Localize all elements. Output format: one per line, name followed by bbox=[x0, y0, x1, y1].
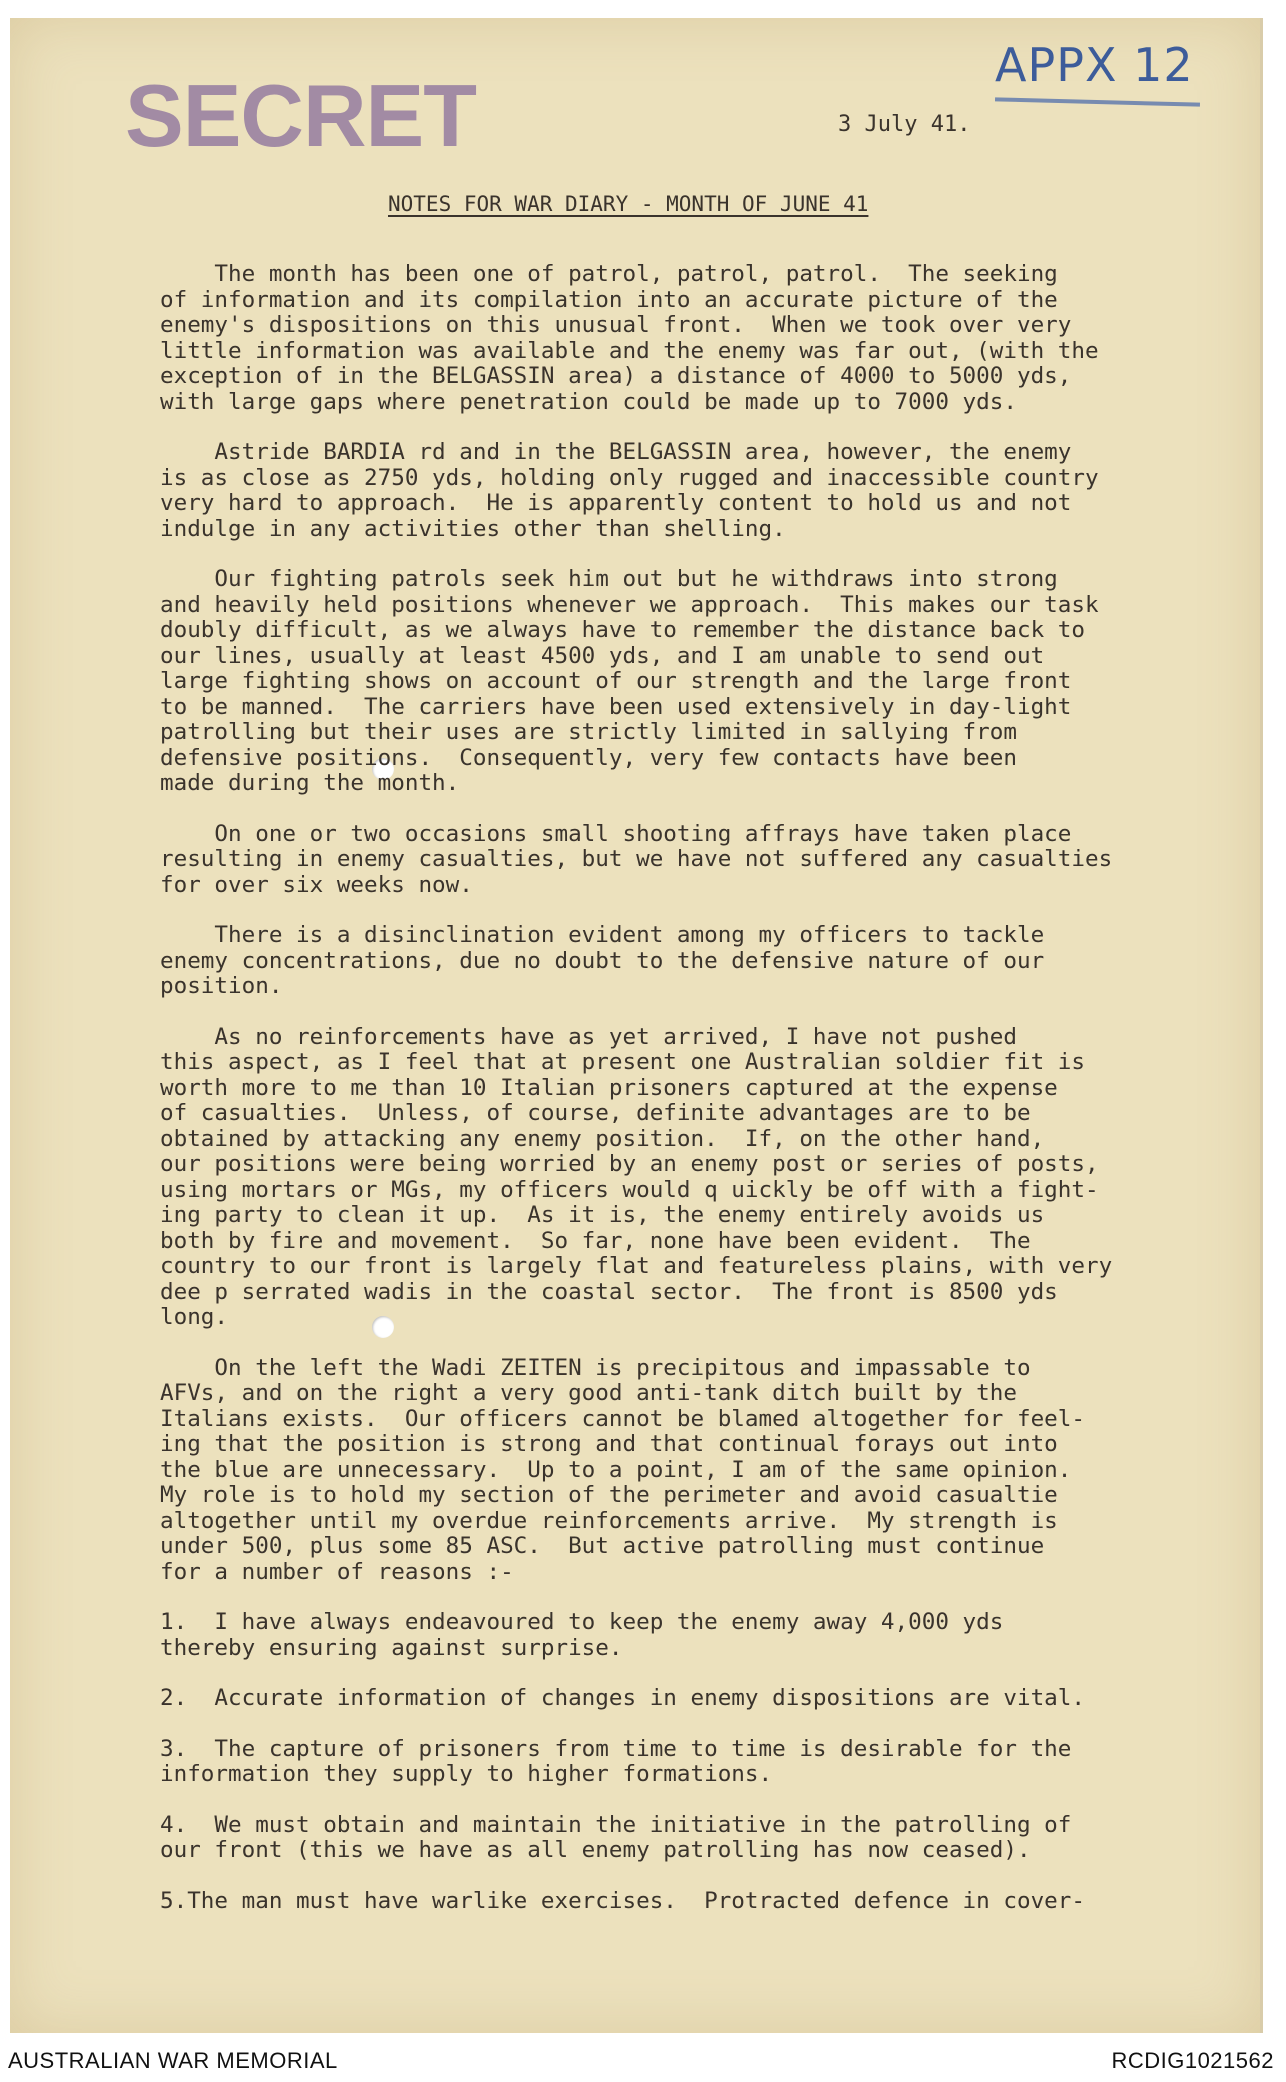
text-line: defensive positions. Consequently, very few contacts have been bbox=[160, 744, 1017, 771]
document-title: NOTES FOR WAR DIARY - MONTH OF JUNE 41 bbox=[388, 192, 869, 216]
text-line: is as close as 2750 yds, holding only rugged and inaccessible country bbox=[160, 464, 1099, 491]
text-line: Astride BARDIA rd and in the BELGASSIN area, however, the enemy bbox=[160, 439, 1072, 465]
text-line: 1. I have always endeavoured to keep the enemy away 4,000 yds bbox=[160, 1609, 1004, 1635]
text-line: 4. We must obtain and maintain the initiative in the patrolling of bbox=[160, 1811, 1072, 1838]
text-line: indulge in any activities other than shelling. bbox=[160, 515, 786, 542]
paragraph bbox=[160, 1737, 1260, 1788]
text-line: AFVs, and on the right a very good anti-tank ditch built by the bbox=[160, 1380, 1017, 1406]
text-line: resulting in enemy casualties, but we have not suffered any casualties bbox=[160, 846, 1113, 872]
text-line: There is a disinclination evident among my officers to tackle bbox=[160, 922, 1045, 948]
text-line: information they supply to higher formations. bbox=[160, 1761, 773, 1787]
text-line: position. bbox=[160, 973, 283, 999]
paragraph bbox=[160, 1356, 1260, 1586]
text-line: the blue are unnecessary. Up to a point, I am of the same opinion. bbox=[160, 1456, 1072, 1483]
secret-stamp: SECRET bbox=[125, 66, 476, 165]
text-line: patrolling but their uses are strictly limited in sallying from bbox=[160, 719, 1017, 745]
text-line: obtained by attacking any enemy position. If, on the other hand, bbox=[160, 1125, 1045, 1152]
text-line: our positions were being worried by an enemy post or series of posts, bbox=[160, 1151, 1099, 1177]
text-line: exception of in the BELGASSIN area) a distance of 4000 to 5000 yds, bbox=[160, 363, 1072, 389]
text-line: Our fighting patrols seek him out but he withdraws into strong bbox=[160, 566, 1058, 592]
text-line: country to our front is largely flat and featureless plains, with very bbox=[160, 1253, 1113, 1279]
text-line: 3. The capture of prisoners from time to time is desirable for the bbox=[160, 1735, 1072, 1762]
text-line: and heavily held positions whenever we approach. This makes our task bbox=[160, 591, 1099, 618]
paragraph bbox=[160, 1610, 1260, 1661]
text-line: made during the month. bbox=[160, 770, 460, 796]
text-line: long. bbox=[160, 1304, 229, 1330]
paragraph bbox=[160, 1686, 1260, 1712]
text-line: My role is to hold my section of the perimeter and avoid casualtie bbox=[160, 1482, 1058, 1508]
text-line: enemy concentrations, due no doubt to the defensive nature of our bbox=[160, 947, 1045, 974]
paragraph bbox=[160, 262, 1260, 415]
text-line: ing party to clean it up. As it is, the enemy entirely avoids us bbox=[160, 1202, 1045, 1228]
text-line: very hard to approach. He is apparently content to hold us and not bbox=[160, 490, 1072, 516]
text-line: our front (this we have as all enemy patrolling has now ceased). bbox=[160, 1837, 1031, 1863]
text-line: of casualties. Unless, of course, definite advantages are to be bbox=[160, 1100, 1031, 1126]
footer-id: RCDIG1021562 bbox=[1111, 2048, 1274, 2073]
document-date: 3 July 41. bbox=[838, 112, 971, 137]
text-line: of information and its compilation into an accurate picture of the bbox=[160, 286, 1058, 313]
text-line: thereby ensuring against surprise. bbox=[160, 1634, 623, 1661]
text-line: worth more to me than 10 Italian prisoners captured at the expense bbox=[160, 1074, 1058, 1101]
paragraph bbox=[160, 1889, 1260, 1915]
text-line: large fighting shows on account of our strength and the large front bbox=[160, 668, 1072, 694]
paragraph bbox=[160, 923, 1260, 1000]
text-line: altogether until my overdue reinforcements arrive. My strength is bbox=[160, 1507, 1058, 1534]
text-line: both by fire and movement. So far, none have been evident. The bbox=[160, 1227, 1031, 1254]
text-line: 2. Accurate information of changes in enemy dispositions are vital. bbox=[160, 1685, 1085, 1711]
paragraph bbox=[160, 567, 1260, 797]
text-line: with large gaps where penetration could be made up to 7000 yds. bbox=[160, 388, 1017, 415]
text-line: On one or two occasions small shooting affrays have taken place bbox=[160, 820, 1072, 847]
paragraph bbox=[160, 440, 1260, 542]
text-line: little information was available and the enemy was far out, (with the bbox=[160, 337, 1099, 364]
text-line: ing that the position is strong and that continual forays out into bbox=[160, 1431, 1058, 1457]
footer-source: AUSTRALIAN WAR MEMORIAL bbox=[8, 2048, 338, 2073]
text-line: enemy's dispositions on this unusual front. When we took over very bbox=[160, 312, 1072, 338]
text-line: On the left the Wadi ZEITEN is precipitous and impassable to bbox=[160, 1354, 1031, 1381]
text-line: using mortars or MGs, my officers would q uickly be off with a fight- bbox=[160, 1176, 1099, 1203]
text-line: our lines, usually at least 4500 yds, and I am unable to send out bbox=[160, 642, 1045, 669]
text-line: As no reinforcements have as yet arrived, I have not pushed bbox=[160, 1023, 1017, 1050]
text-line: doubly difficult, as we always have to remember the distance back to bbox=[160, 617, 1085, 643]
text-line: Italians exists. Our officers cannot be blamed altogether for feel- bbox=[160, 1405, 1085, 1432]
paragraph bbox=[160, 1025, 1260, 1331]
text-line: The month has been one of patrol, patrol, patrol. The seeking bbox=[160, 261, 1058, 287]
paragraph bbox=[160, 822, 1260, 899]
paragraph bbox=[160, 1813, 1260, 1864]
text-line: for over six weeks now. bbox=[160, 871, 473, 898]
text-line: to be manned. The carriers have been used extensively in day-light bbox=[160, 693, 1072, 720]
text-line: dee p serrated wadis in the coastal sector. The front is 8500 yds bbox=[160, 1278, 1058, 1305]
text-line: for a number of reasons :- bbox=[160, 1558, 514, 1585]
text-line: under 500, plus some 85 ASC. But active patrolling must continue bbox=[160, 1533, 1045, 1559]
text-line: this aspect, as I feel that at present one Australian soldier fit is bbox=[160, 1049, 1085, 1075]
document-body bbox=[160, 262, 1260, 1939]
text-line: 5.The man must have warlike exercises. Protracted defence in cover- bbox=[160, 1887, 1085, 1914]
appendix-annotation: APPX 12 bbox=[995, 38, 1194, 92]
